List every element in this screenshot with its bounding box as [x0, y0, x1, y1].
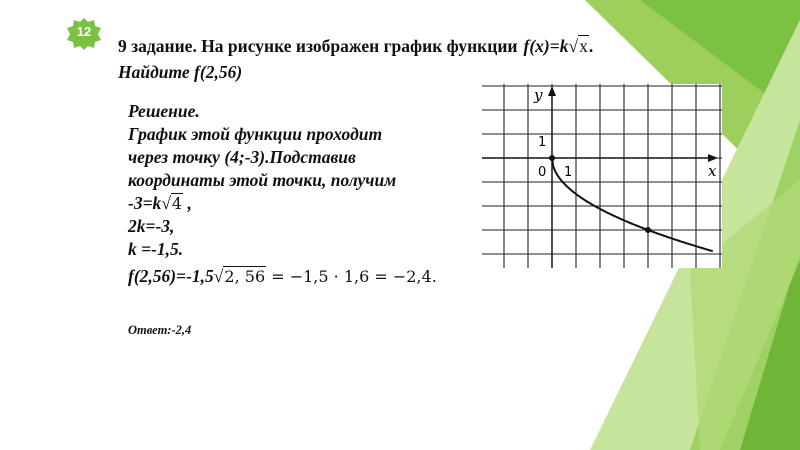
equation-1: -3=k√4 ,	[128, 193, 192, 213]
y-axis-label: y	[534, 86, 543, 104]
solution-line-1: График этой функции проходит	[128, 124, 383, 144]
x-unit-label: 1	[564, 165, 573, 180]
page-subtitle: Найдите f(2,56)	[118, 62, 243, 82]
equation-2: 2k=-3,	[128, 216, 175, 236]
sqrt-x: √x	[568, 36, 588, 56]
slide-number: 12	[76, 24, 92, 39]
page-title: 9 задание. На рисунке изображен график функции f(x)=k√x.	[118, 36, 594, 56]
solution-text	[128, 100, 478, 288]
solution-heading: Решение.	[128, 101, 200, 121]
y-unit-label: 1	[538, 135, 547, 150]
function-label: f(x)=k	[523, 36, 569, 56]
solution-line-3: координаты этой точки, получим	[128, 170, 397, 190]
equation-4: f(2,56)=-1,5√2, 56 = −1,5 · 1,6 = −2,4.	[128, 266, 437, 286]
origin-label: 0	[538, 165, 547, 180]
solution-line-2: через точку (4;-3).Подставив	[128, 147, 356, 167]
function-graph	[482, 84, 722, 268]
x-axis-label: x	[708, 162, 717, 180]
highlighted-point	[645, 227, 651, 233]
equation-3: k =-1,5.	[128, 239, 184, 259]
answer-text: Ответ:-2,4	[128, 323, 192, 337]
origin-point	[549, 155, 555, 161]
